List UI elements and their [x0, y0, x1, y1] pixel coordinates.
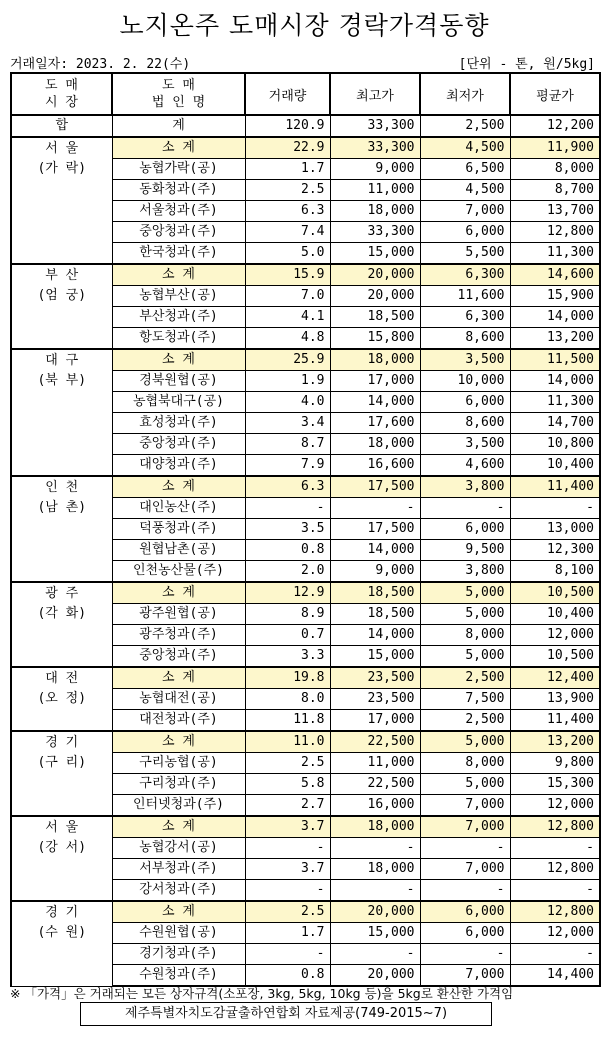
subtotal-row — [11, 349, 600, 371]
subtotal-row — [11, 901, 600, 923]
subtotal-row — [11, 731, 600, 753]
min-price-cell: 8,600 — [420, 413, 510, 434]
avg-price-cell: 10,400 — [510, 604, 600, 625]
min-price-cell: 6,300 — [420, 264, 510, 286]
max-price-cell: 18,000 — [330, 816, 420, 838]
volume-cell: 8.7 — [245, 434, 330, 455]
max-price-cell: 20,000 — [330, 286, 420, 307]
volume-cell: 5.0 — [245, 243, 330, 265]
min-price-cell: 5,000 — [420, 646, 510, 668]
corp-name-cell: 광주청과(주) — [112, 625, 245, 646]
volume-cell: 1.9 — [245, 371, 330, 392]
max-price-cell: 33,300 — [330, 222, 420, 243]
min-price-cell: 7,000 — [420, 795, 510, 817]
volume-cell: 22.9 — [245, 137, 330, 159]
trade-date: 거래일자: 2023. 2. 22(수) — [10, 57, 191, 72]
max-price-cell: 22,500 — [330, 731, 420, 753]
market-cell: 서 울 (가 락) — [11, 137, 112, 264]
corp-name-cell: 효성청과(주) — [112, 413, 245, 434]
min-price-cell: 8,600 — [420, 328, 510, 350]
volume-cell: 11.0 — [245, 731, 330, 753]
header-corp-text: 도 매 법 인 명 — [151, 78, 206, 110]
min-price-cell: 7,000 — [420, 816, 510, 838]
min-price-cell: - — [420, 838, 510, 859]
max-price-cell: 9,000 — [330, 159, 420, 180]
max-price-cell: 18,000 — [330, 859, 420, 880]
max-price-cell: 11,000 — [330, 180, 420, 201]
price-note: ※ 「가격」은 거래되는 모든 상자규격(소포장, 3kg, 5kg, 10kg 등)을 5kg로 환산한 가격임 — [10, 986, 514, 1001]
max-price-cell: - — [330, 498, 420, 519]
avg-price-cell: 12,800 — [510, 859, 600, 880]
min-price-cell: 6,000 — [420, 392, 510, 413]
min-price-cell: - — [420, 944, 510, 965]
header-market-text: 도 매 시 장 — [45, 78, 78, 110]
volume-cell: 6.3 — [245, 476, 330, 498]
max-price-cell: 14,000 — [330, 540, 420, 561]
corp-name-cell: 인터넷청과(주) — [112, 795, 245, 817]
volume-cell: 1.7 — [245, 159, 330, 180]
corp-name-cell: 수원청과(주) — [112, 965, 245, 987]
corp-name-cell: 소 계 — [112, 476, 245, 498]
corp-name-cell: 중앙청과(주) — [112, 434, 245, 455]
market-cell: 대 전 (오 정) — [11, 667, 112, 731]
avg-price-cell: 12,800 — [510, 222, 600, 243]
corp-name-cell: 인천농산물(주) — [112, 561, 245, 583]
max-price-cell: 23,500 — [330, 689, 420, 710]
subtotal-row — [11, 476, 600, 498]
avg-price-cell: 12,300 — [510, 540, 600, 561]
corp-name-cell: 중앙청과(주) — [112, 222, 245, 243]
corp-name-cell: 농협부산(공) — [112, 286, 245, 307]
min-price-cell: 3,800 — [420, 476, 510, 498]
volume-cell: 8.0 — [245, 689, 330, 710]
volume-cell: 2.5 — [245, 901, 330, 923]
min-price-cell: 2,500 — [420, 667, 510, 689]
min-price-cell: 6,000 — [420, 901, 510, 923]
max-price-cell: 17,500 — [330, 519, 420, 540]
header-max: 최고가 — [330, 73, 420, 115]
max-price-cell: 18,000 — [330, 434, 420, 455]
volume-cell: 15.9 — [245, 264, 330, 286]
total-volume: 120.9 — [245, 115, 330, 137]
total-avg: 12,200 — [510, 115, 600, 137]
avg-price-cell: 8,100 — [510, 561, 600, 583]
corp-name-cell: 소 계 — [112, 816, 245, 838]
volume-cell: 3.3 — [245, 646, 330, 668]
avg-price-cell: 12,800 — [510, 901, 600, 923]
max-price-cell: 15,800 — [330, 328, 420, 350]
min-price-cell: 7,000 — [420, 965, 510, 987]
total-name: 계 — [112, 115, 245, 137]
corp-name-cell: 소 계 — [112, 264, 245, 286]
volume-cell: - — [245, 944, 330, 965]
volume-cell: 4.8 — [245, 328, 330, 350]
max-price-cell: 17,000 — [330, 710, 420, 732]
total-label: 합 — [11, 115, 112, 137]
max-price-cell: 15,000 — [330, 646, 420, 668]
corp-name-cell: 부산청과(주) — [112, 307, 245, 328]
max-price-cell: 18,500 — [330, 307, 420, 328]
avg-price-cell: 14,700 — [510, 413, 600, 434]
corp-name-cell: 대전청과(주) — [112, 710, 245, 732]
market-cell: 서 울 (강 서) — [11, 816, 112, 901]
market-cell: 경 기 (구 리) — [11, 731, 112, 816]
corp-name-cell: 원협남촌(공) — [112, 540, 245, 561]
page-title: 노지온주 도매시장 경락가격동향 — [119, 11, 490, 40]
volume-cell: 5.8 — [245, 774, 330, 795]
avg-price-cell: 10,400 — [510, 455, 600, 477]
volume-cell: 7.4 — [245, 222, 330, 243]
min-price-cell: 4,500 — [420, 137, 510, 159]
min-price-cell: 6,000 — [420, 923, 510, 944]
avg-price-cell: 11,400 — [510, 476, 600, 498]
avg-price-cell: 10,500 — [510, 582, 600, 604]
min-price-cell: 8,000 — [420, 625, 510, 646]
avg-price-cell: 14,400 — [510, 965, 600, 987]
avg-price-cell: 13,700 — [510, 201, 600, 222]
max-price-cell: - — [330, 944, 420, 965]
max-price-cell: 17,000 — [330, 371, 420, 392]
min-price-cell: 6,000 — [420, 519, 510, 540]
avg-price-cell: 15,300 — [510, 774, 600, 795]
header-market — [11, 73, 112, 115]
min-price-cell: 5,000 — [420, 774, 510, 795]
corp-name-cell: 농협가락(공) — [112, 159, 245, 180]
volume-cell: 25.9 — [245, 349, 330, 371]
avg-price-cell: 12,000 — [510, 923, 600, 944]
volume-cell: 0.8 — [245, 965, 330, 987]
volume-cell: 2.0 — [245, 561, 330, 583]
corp-name-cell: 소 계 — [112, 349, 245, 371]
volume-cell: 11.8 — [245, 710, 330, 732]
volume-cell: 12.9 — [245, 582, 330, 604]
avg-price-cell: 11,400 — [510, 710, 600, 732]
avg-price-cell: 11,300 — [510, 392, 600, 413]
avg-price-cell: 13,200 — [510, 328, 600, 350]
corp-name-cell: 강서청과(주) — [112, 880, 245, 902]
corp-name-cell: 한국청과(주) — [112, 243, 245, 265]
max-price-cell: 18,000 — [330, 349, 420, 371]
min-price-cell: - — [420, 498, 510, 519]
volume-cell: 3.7 — [245, 816, 330, 838]
max-price-cell: - — [330, 838, 420, 859]
header-volume: 거래량 — [245, 73, 330, 115]
avg-price-cell: 14,000 — [510, 307, 600, 328]
min-price-cell: 7,000 — [420, 859, 510, 880]
avg-price-cell: - — [510, 498, 600, 519]
volume-cell: 8.9 — [245, 604, 330, 625]
max-price-cell: 18,500 — [330, 582, 420, 604]
avg-price-cell: - — [510, 880, 600, 902]
volume-cell: 4.0 — [245, 392, 330, 413]
max-price-cell: 11,000 — [330, 753, 420, 774]
volume-cell: 7.0 — [245, 286, 330, 307]
avg-price-cell: 10,500 — [510, 646, 600, 668]
corp-name-cell: 덕풍청과(주) — [112, 519, 245, 540]
avg-price-cell: 8,000 — [510, 159, 600, 180]
corp-name-cell: 소 계 — [112, 901, 245, 923]
volume-cell: 7.9 — [245, 455, 330, 477]
volume-cell: 19.8 — [245, 667, 330, 689]
avg-price-cell: 15,900 — [510, 286, 600, 307]
avg-price-cell: 11,900 — [510, 137, 600, 159]
total-max: 33,300 — [330, 115, 420, 137]
corp-name-cell: 농협대전(공) — [112, 689, 245, 710]
total-min: 2,500 — [420, 115, 510, 137]
subtotal-row — [11, 264, 600, 286]
max-price-cell: 18,500 — [330, 604, 420, 625]
max-price-cell: - — [330, 880, 420, 902]
max-price-cell: 15,000 — [330, 923, 420, 944]
volume-cell: 2.5 — [245, 180, 330, 201]
corp-name-cell: 소 계 — [112, 582, 245, 604]
volume-cell: 3.5 — [245, 519, 330, 540]
min-price-cell: - — [420, 880, 510, 902]
min-price-cell: 3,500 — [420, 434, 510, 455]
min-price-cell: 5,500 — [420, 243, 510, 265]
subtotal-row — [11, 137, 600, 159]
volume-cell: 4.1 — [245, 307, 330, 328]
min-price-cell: 3,500 — [420, 349, 510, 371]
min-price-cell: 8,000 — [420, 753, 510, 774]
volume-cell: 6.3 — [245, 201, 330, 222]
market-cell: 광 주 (각 화) — [11, 582, 112, 667]
max-price-cell: 14,000 — [330, 625, 420, 646]
header-row — [11, 73, 600, 115]
max-price-cell: 22,500 — [330, 774, 420, 795]
avg-price-cell: 8,700 — [510, 180, 600, 201]
min-price-cell: 9,500 — [420, 540, 510, 561]
avg-price-cell: 11,500 — [510, 349, 600, 371]
max-price-cell: 20,000 — [330, 965, 420, 987]
min-price-cell: 2,500 — [420, 710, 510, 732]
avg-price-cell: 13,000 — [510, 519, 600, 540]
corp-name-cell: 경기청과(주) — [112, 944, 245, 965]
header-corp — [112, 73, 245, 115]
corp-name-cell: 수원원협(공) — [112, 923, 245, 944]
volume-cell: 3.7 — [245, 859, 330, 880]
subtotal-row — [11, 816, 600, 838]
max-price-cell: 17,500 — [330, 476, 420, 498]
min-price-cell: 5,000 — [420, 731, 510, 753]
header-min: 최저가 — [420, 73, 510, 115]
max-price-cell: 20,000 — [330, 901, 420, 923]
subtotal-row — [11, 667, 600, 689]
corp-name-cell: 서울청과(주) — [112, 201, 245, 222]
corp-name-cell: 대인농산(주) — [112, 498, 245, 519]
volume-cell: 1.7 — [245, 923, 330, 944]
min-price-cell: 6,500 — [420, 159, 510, 180]
unit-label: [단위 - 톤, 원/5kg] — [458, 57, 595, 72]
max-price-cell: 15,000 — [330, 243, 420, 265]
max-price-cell: 23,500 — [330, 667, 420, 689]
avg-price-cell: 14,600 — [510, 264, 600, 286]
corp-name-cell: 농협북대구(공) — [112, 392, 245, 413]
corp-name-cell: 소 계 — [112, 667, 245, 689]
volume-cell: - — [245, 498, 330, 519]
max-price-cell: 17,600 — [330, 413, 420, 434]
max-price-cell: 16,000 — [330, 795, 420, 817]
corp-name-cell: 경북원협(공) — [112, 371, 245, 392]
total-row — [11, 115, 600, 137]
corp-name-cell: 소 계 — [112, 731, 245, 753]
min-price-cell: 7,500 — [420, 689, 510, 710]
corp-name-cell: 농협강서(공) — [112, 838, 245, 859]
avg-price-cell: 13,900 — [510, 689, 600, 710]
min-price-cell: 5,000 — [420, 582, 510, 604]
avg-price-cell: 12,800 — [510, 816, 600, 838]
max-price-cell: 33,300 — [330, 137, 420, 159]
min-price-cell: 5,000 — [420, 604, 510, 625]
min-price-cell: 3,800 — [420, 561, 510, 583]
avg-price-cell: 9,800 — [510, 753, 600, 774]
corp-name-cell: 대양청과(주) — [112, 455, 245, 477]
min-price-cell: 7,000 — [420, 201, 510, 222]
volume-cell: 3.4 — [245, 413, 330, 434]
price-table — [10, 72, 601, 987]
market-cell: 대 구 (북 부) — [11, 349, 112, 476]
avg-price-cell: 10,800 — [510, 434, 600, 455]
volume-cell: 2.7 — [245, 795, 330, 817]
corp-name-cell: 서부청과(주) — [112, 859, 245, 880]
min-price-cell: 10,000 — [420, 371, 510, 392]
corp-name-cell: 광주원협(공) — [112, 604, 245, 625]
min-price-cell: 11,600 — [420, 286, 510, 307]
volume-cell: - — [245, 880, 330, 902]
avg-price-cell: - — [510, 838, 600, 859]
corp-name-cell: 소 계 — [112, 137, 245, 159]
avg-price-cell: 12,000 — [510, 795, 600, 817]
corp-name-cell: 구리농협(공) — [112, 753, 245, 774]
max-price-cell: 18,000 — [330, 201, 420, 222]
source-credit: 제주특별자치도감귤출하연합회 자료제공(749-2015~7) — [80, 1002, 492, 1026]
avg-price-cell: 11,300 — [510, 243, 600, 265]
subtotal-row — [11, 582, 600, 604]
avg-price-cell: 14,000 — [510, 371, 600, 392]
corp-name-cell: 항도청과(주) — [112, 328, 245, 350]
avg-price-cell: 12,000 — [510, 625, 600, 646]
header-avg: 평균가 — [510, 73, 600, 115]
min-price-cell: 4,600 — [420, 455, 510, 477]
market-cell: 인 천 (남 촌) — [11, 476, 112, 582]
volume-cell: 0.8 — [245, 540, 330, 561]
market-cell: 경 기 (수 원) — [11, 901, 112, 986]
min-price-cell: 6,000 — [420, 222, 510, 243]
max-price-cell: 14,000 — [330, 392, 420, 413]
avg-price-cell: 13,200 — [510, 731, 600, 753]
min-price-cell: 4,500 — [420, 180, 510, 201]
corp-name-cell: 구리청과(주) — [112, 774, 245, 795]
corp-name-cell: 동화청과(주) — [112, 180, 245, 201]
min-price-cell: 6,300 — [420, 307, 510, 328]
max-price-cell: 20,000 — [330, 264, 420, 286]
avg-price-cell: - — [510, 944, 600, 965]
avg-price-cell: 12,400 — [510, 667, 600, 689]
max-price-cell: 16,600 — [330, 455, 420, 477]
volume-cell: 2.5 — [245, 753, 330, 774]
max-price-cell: 9,000 — [330, 561, 420, 583]
corp-name-cell: 중앙청과(주) — [112, 646, 245, 668]
volume-cell: - — [245, 838, 330, 859]
volume-cell: 0.7 — [245, 625, 330, 646]
market-cell: 부 산 (엄 궁) — [11, 264, 112, 349]
